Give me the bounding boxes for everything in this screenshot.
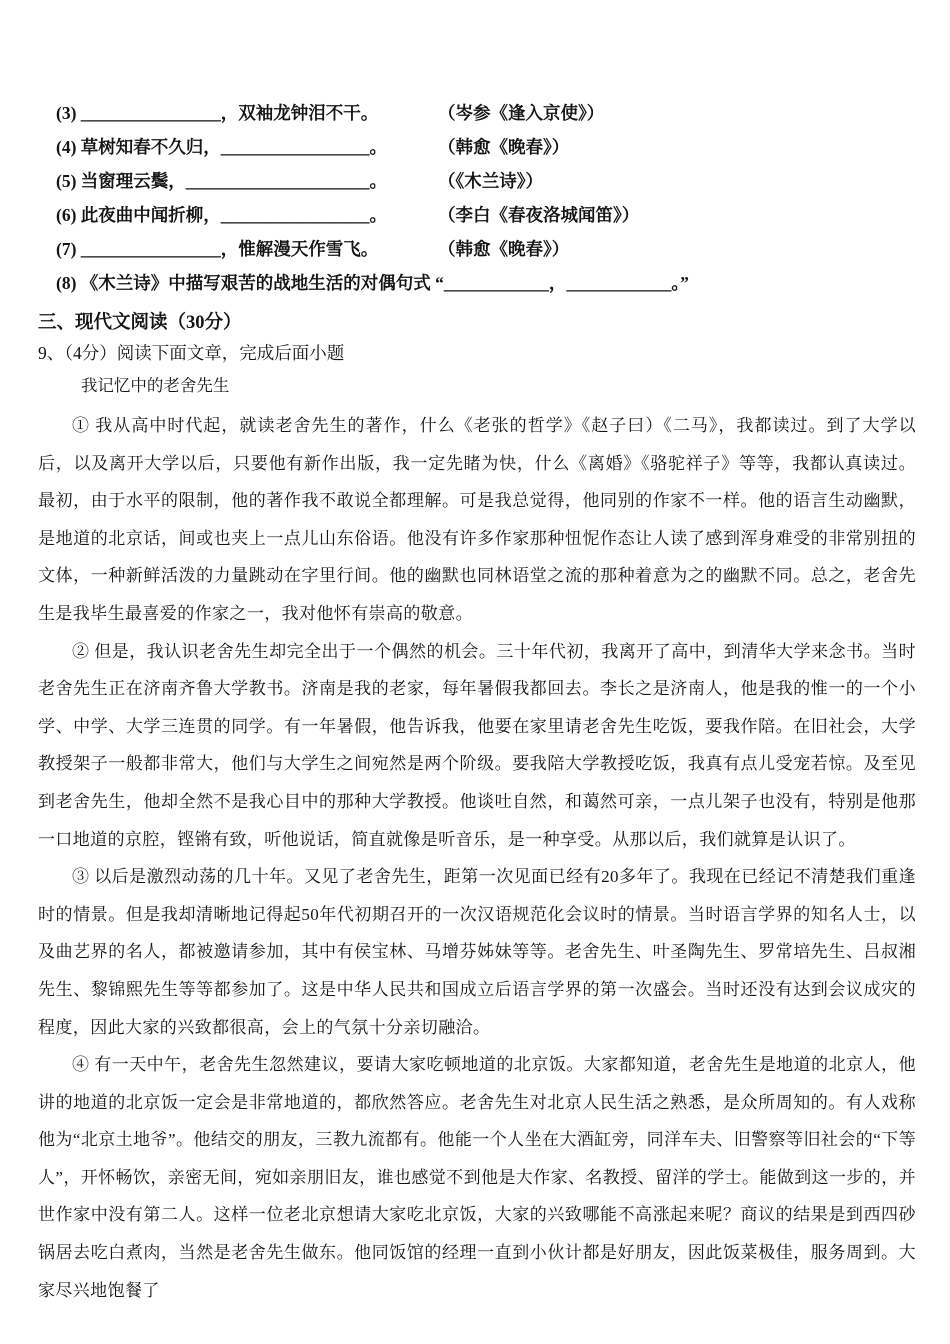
passage-body [38,407,916,1309]
question-4-text: (4) 草树知春不久归，_________________。 [56,137,388,157]
question-row-4 [38,130,916,164]
question-6-text: (6) 此夜曲中闻折柳，_________________。 [56,205,388,225]
question-5-source: （《木兰诗》） [438,171,543,191]
question-4-source: （韩愈《晚春》） [438,137,570,157]
question-8-text: (8) 《木兰诗》中描写艰苦的战地生活的对偶句式 “____________，____________。” [56,273,689,293]
question-row-6 [38,198,916,232]
passage-title: 我记忆中的老舍先生 [80,376,230,395]
question-3-text: (3) ________________，双袖龙钟泪不干。 [56,103,379,123]
question-3-source: （岑参《逢入京使》） [438,103,605,123]
passage-paragraph-1: ① 我从高中时代起，就读老舍先生的著作，什么《老张的哲学》《赵子曰）《二马》，我都读过。到了大学以后，以及离开大学以后，只要他有新作出版，我一定先睹为快，什么《离婚》《骆驼祥子》等等，我都认真读过。最初，由于水平的限制，他的著作我不敢说全都理解。可是我总觉得，他同别的作家不一样。他的语言生动幽默，是地道的北京话，间或也夹上一点儿山东俗语。他没有许多作家那种忸怩作态让人读了感到浑身难受的非常别扭的文体，一种新鲜活泼的力量跳动在字里行间。他的幽默也同林语堂之流的那种着意为之的幽默不同。总之，老舍先生是我毕生最喜爱的作家之一，我对他怀有崇高的敬意。 [38,416,916,623]
question-row-5 [38,164,916,198]
section-header-modern-reading: 三、现代文阅读（30分） [38,313,242,333]
passage-paragraph-3: ③ 以后是激烈动荡的几十年。又见了老舍先生，距第一次见面已经有20多年了。我现在已经记不清楚我们重逢时的情景。但是我却清晰地记得起50年代初期召开的一次汉语规范化会议时的情景。当时语言学界的知名人士，以及曲艺界的名人，都被邀请参加，其中有侯宝林、马增芬姊妹等等。老舍先生、叶圣陶先生、罗常培先生、吕叔湘先生、黎锦熙先生等等都参加了。这是中华人民共和国成立后语言学界的第一次盛会。当时还没有达到会议成灾的程度，因此大家的兴致都很高，会上的气氛十分亲切融洽。 [38,867,916,1037]
passage-paragraph-4: ④ 有一天中午，老舍先生忽然建议，要请大家吃顿地道的北京饭。大家都知道，老舍先生是地道的北京人，他讲的地道的北京饭一定会是非常地道的，都欣然答应。老舍先生对北京人民生活之熟悉，是众所周知的。有人戏称他为“北京土地爷”。他结交的朋友，三教九流都有。他能一个人坐在大酒缸旁，同洋车夫、旧警察等旧社会的“下等人”，开怀畅饮，亲密无间，宛如亲朋旧友，谁也感觉不到他是大作家、名教授、留洋的学士。能做到这一步的，并世作家中没有第二人。这样一位老北京想请大家吃北京饭，大家的兴致哪能不高涨起来呢？商议的结果是到西四砂锅居去吃白煮肉，当然是老舍先生做东。他同饭馆的经理一直到小伙计都是好朋友，因此饭菜极佳，服务周到。大家尽兴地饱餐了 [38,1055,916,1300]
question-6-source: （李白《春夜洛城闻笛》） [438,205,640,225]
question-row-7 [38,232,916,266]
question-9-intro: 9、（4分）阅读下面文章，完成后面小题 [38,343,345,363]
passage-paragraph-2: ② 但是，我认识老舍先生却完全出于一个偶然的机会。三十年代初，我离开了高中，到清华大学来念书。当时老舍先生正在济南齐鲁大学教书。济南是我的老家，每年暑假我都回去。李长之是济南人，他是我的惟一的一个小学、中学、大学三连贯的同学。有一年暑假，他告诉我，他要在家里请老舍先生吃饭，要我作陪。在旧社会，大学教授架子一般都非常大，他们与大学生之间宛然是两个阶级。要我陪大学教授吃饭，我真有点儿受宠若惊。及至见到老舍先生，他却全然不是我心目中的那种大学教授。他谈吐自然，和蔼然可亲，一点儿架子也没有，特别是他那一口地道的京腔，铿锵有致，听他说话，简直就像是听音乐，是一种享受。从那以后，我们就算是认识了。 [38,641,916,849]
question-5-text: (5) 当窗理云鬓，_____________________。 [56,171,388,191]
question-row-3 [38,96,916,130]
question-7-text: (7) ________________，惟解漫天作雪飞。 [56,239,379,259]
question-7-source: （韩愈《晚春》） [438,239,570,259]
question-row-8 [38,266,916,300]
poetry-fill-in-list [38,96,916,300]
